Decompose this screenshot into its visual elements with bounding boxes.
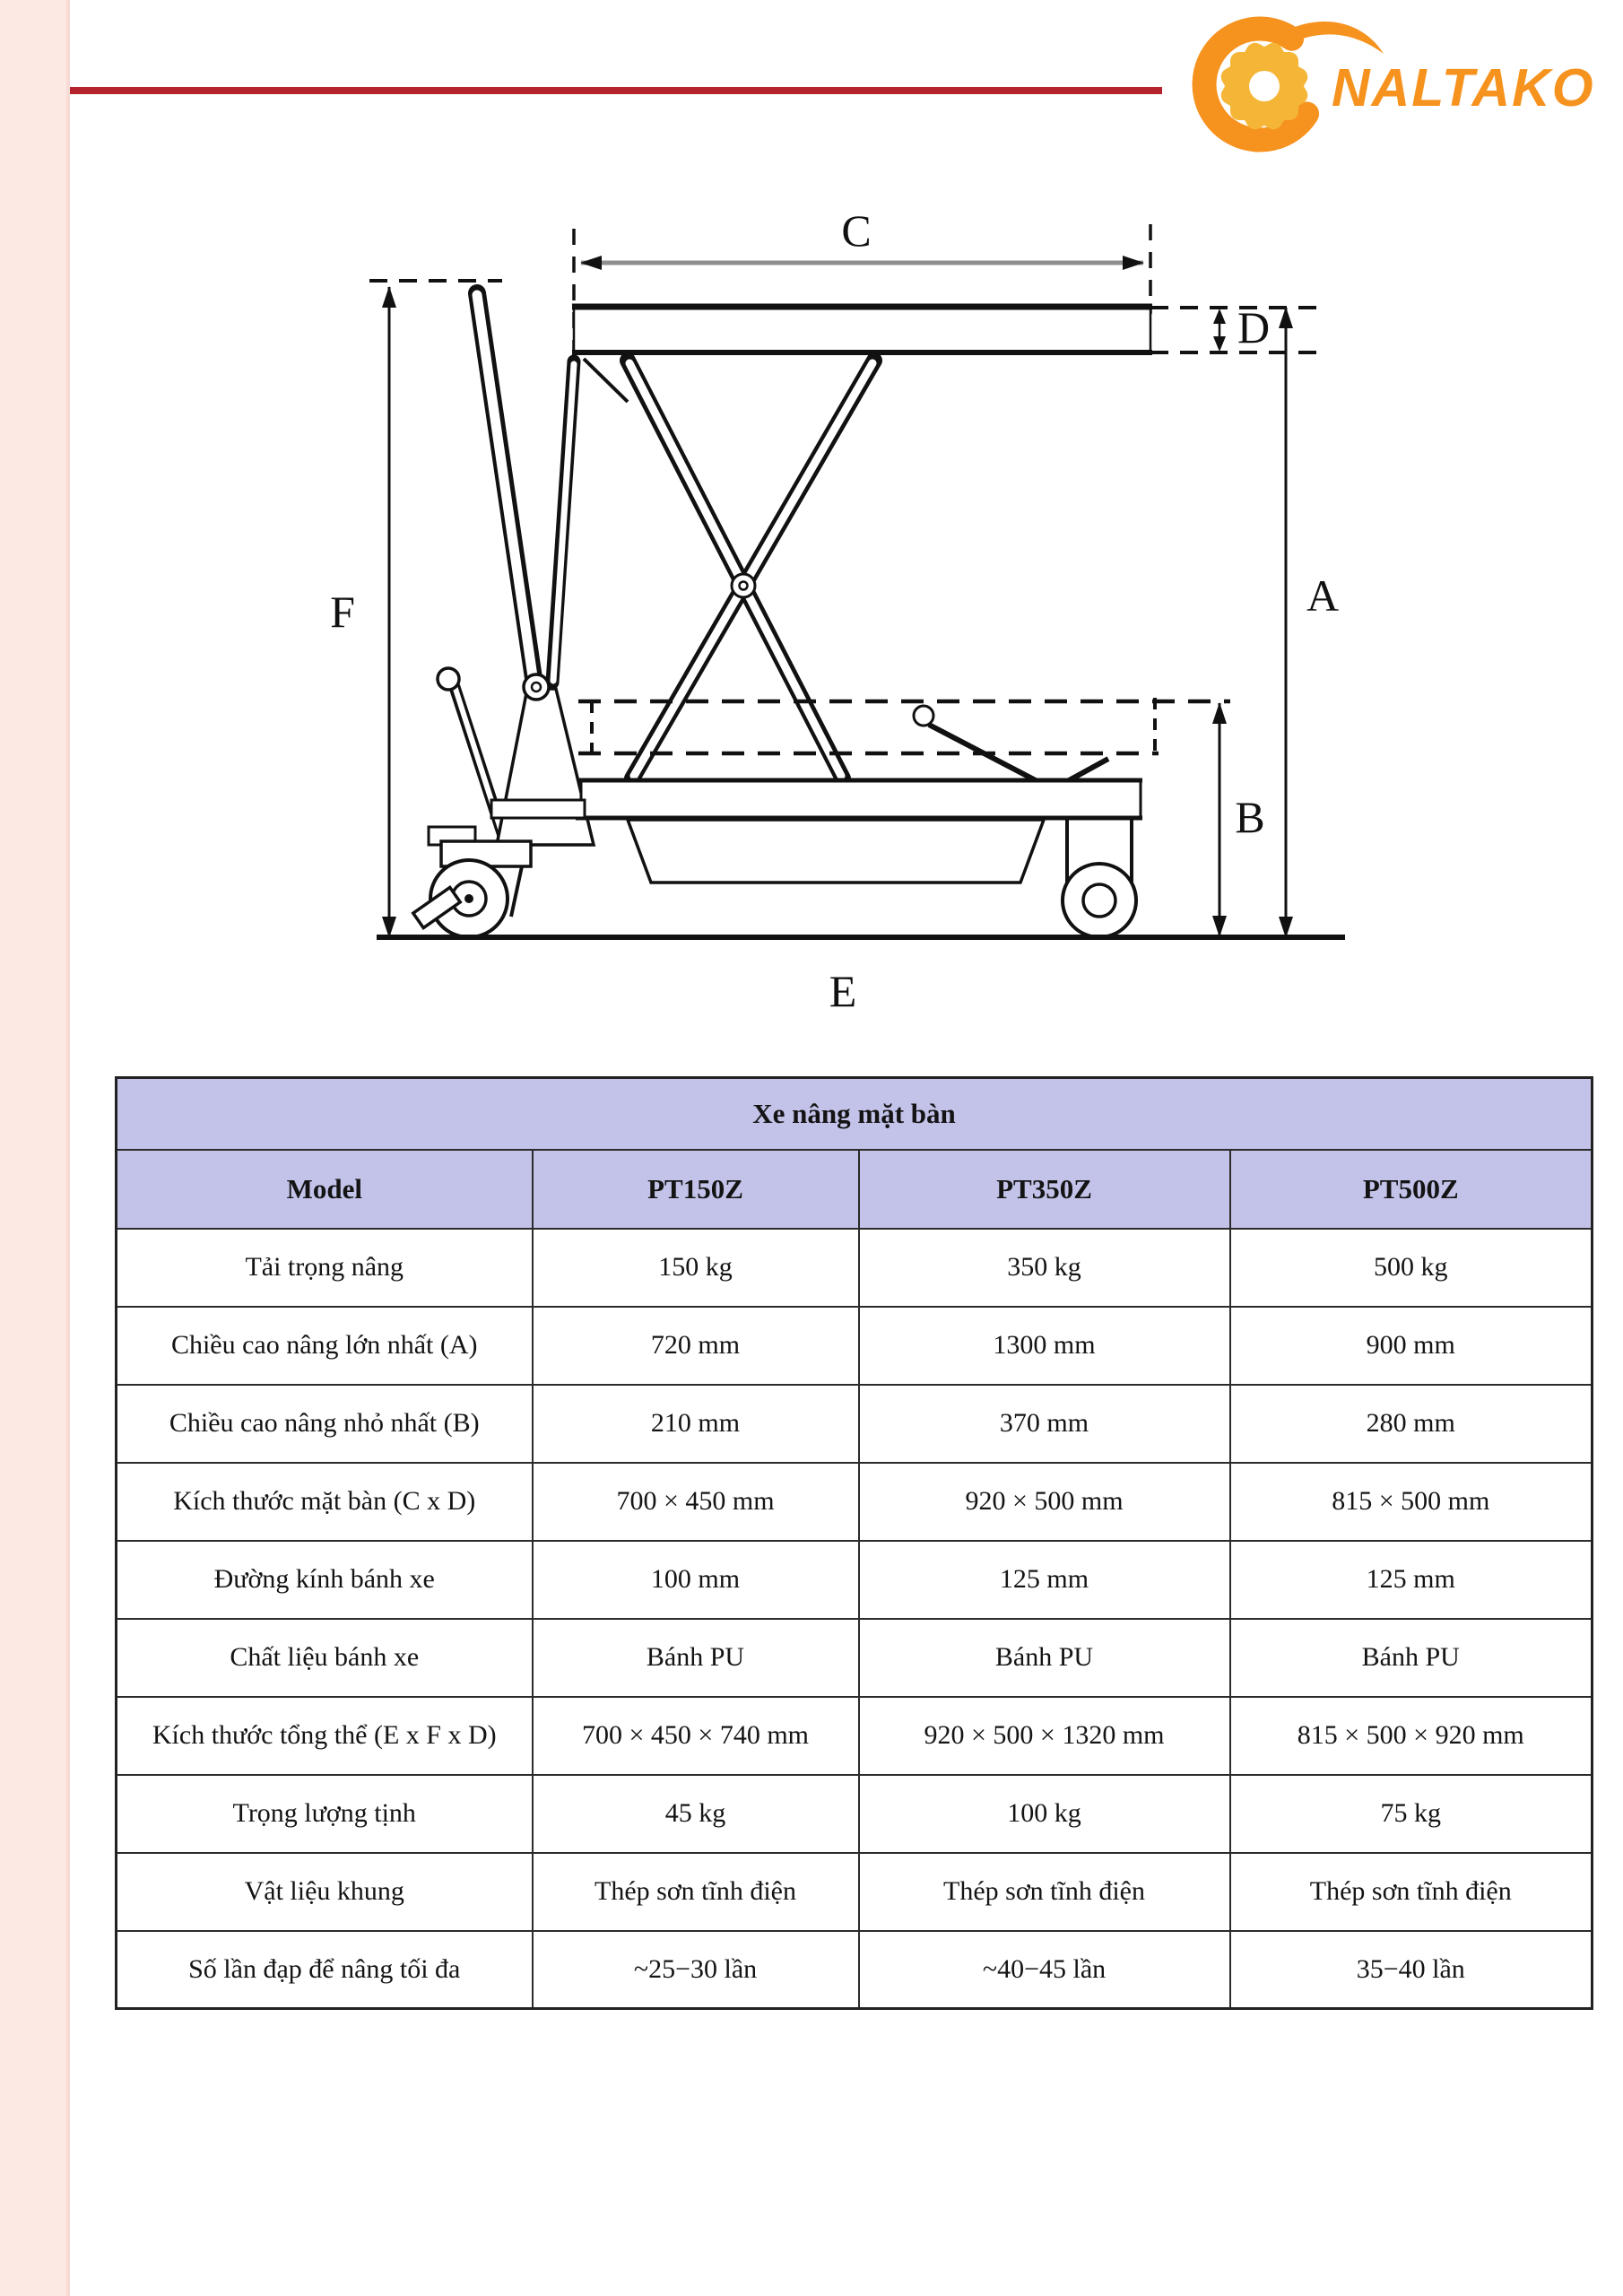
table-row — [117, 1931, 1593, 2009]
spec-cell: 210 mm — [533, 1385, 859, 1463]
table-row — [117, 1229, 1593, 1307]
table-row — [117, 1853, 1593, 1931]
header-pt500z: PT500Z — [1230, 1150, 1593, 1229]
dimension-label-f: F — [330, 587, 355, 637]
row-label: Đường kính bánh xe — [117, 1541, 533, 1619]
spec-cell: Thép sơn tĩnh điện — [859, 1853, 1230, 1931]
spec-cell: Bánh PU — [1230, 1619, 1593, 1697]
spec-cell: Bánh PU — [859, 1619, 1230, 1697]
spec-cell: 125 mm — [1230, 1541, 1593, 1619]
spec-cell: 150 kg — [533, 1229, 859, 1307]
row-label: Kích thước tổng thể (E x F x D) — [117, 1697, 533, 1775]
lever-pivot-pin — [532, 683, 541, 691]
table-row — [117, 1307, 1593, 1385]
spec-cell: 45 kg — [533, 1775, 859, 1853]
row-label: Số lần đạp để nâng tối đa — [117, 1931, 533, 2009]
row-label: Kích thước mặt bàn (C x D) — [117, 1463, 533, 1541]
spec-cell: 815 × 500 mm — [1230, 1463, 1593, 1541]
row-label: Vật liệu khung — [117, 1853, 533, 1931]
table-row — [117, 1775, 1593, 1853]
spec-cell: 920 × 500 × 1320 mm — [859, 1697, 1230, 1775]
red-divider-rule — [70, 87, 1162, 94]
spec-table — [115, 1076, 1593, 2010]
table-row — [117, 1619, 1593, 1697]
rear-wheel — [1063, 820, 1136, 937]
row-label: Trọng lượng tịnh — [117, 1775, 533, 1853]
spec-cell: Thép sơn tĩnh điện — [1230, 1853, 1593, 1931]
row-label: Chiều cao nâng nhỏ nhất (B) — [117, 1385, 533, 1463]
dimension-label-e: E — [829, 966, 857, 1016]
spec-cell: 100 mm — [533, 1541, 859, 1619]
table-title: Xe nâng mặt bàn — [117, 1078, 1593, 1150]
header-model: Model — [117, 1150, 533, 1229]
spec-cell: 370 mm — [859, 1385, 1230, 1463]
spec-cell: 815 × 500 × 920 mm — [1230, 1697, 1593, 1775]
spec-cell: 700 × 450 mm — [533, 1463, 859, 1541]
spec-cell: 35−40 lần — [1230, 1931, 1593, 2009]
spec-cell: 280 mm — [1230, 1385, 1593, 1463]
lift-table-diagram — [296, 206, 1372, 1067]
header-pt350z: PT350Z — [859, 1150, 1230, 1229]
caster-wheel — [413, 827, 531, 937]
dimension-label-b: B — [1235, 792, 1265, 842]
spec-cell: 720 mm — [533, 1307, 859, 1385]
header-pt150z: PT150Z — [533, 1150, 859, 1229]
dimension-label-a: A — [1306, 570, 1340, 621]
cylinder-brace — [914, 706, 1108, 789]
model-header-row — [117, 1150, 1593, 1229]
spec-cell: 75 kg — [1230, 1775, 1593, 1853]
row-label: Tải trọng nâng — [117, 1229, 533, 1307]
pump-handle — [477, 293, 534, 684]
spec-cell: 900 mm — [1230, 1307, 1593, 1385]
spec-cell: 100 kg — [859, 1775, 1230, 1853]
spec-cell: ~40−45 lần — [859, 1931, 1230, 2009]
scissor-legs — [628, 361, 874, 778]
lever-bracket — [497, 689, 594, 845]
spec-cell: 700 × 450 × 740 mm — [533, 1697, 859, 1775]
spec-cell: ~25−30 lần — [533, 1931, 859, 2009]
spec-cell: 350 kg — [859, 1229, 1230, 1307]
table-row — [117, 1463, 1593, 1541]
table-row — [117, 1385, 1593, 1463]
spec-cell: 920 × 500 mm — [859, 1463, 1230, 1541]
table-title-row — [117, 1078, 1593, 1150]
dimension-label-c: C — [841, 206, 872, 256]
row-label: Chiều cao nâng lớn nhất (A) — [117, 1307, 533, 1385]
scissor-pivot-pin — [740, 582, 748, 590]
spec-cell: 125 mm — [859, 1541, 1230, 1619]
spec-cell: 500 kg — [1230, 1229, 1593, 1307]
table-row — [117, 1541, 1593, 1619]
spec-cell: Thép sơn tĩnh điện — [533, 1853, 859, 1931]
logo-wordmark: NALTAKO — [1332, 58, 1595, 117]
spec-cell: Bánh PU — [533, 1619, 859, 1697]
pink-left-margin — [0, 0, 70, 2296]
lift-link-arm — [552, 361, 574, 683]
table-row — [117, 1697, 1593, 1775]
dimension-label-d: D — [1237, 302, 1271, 352]
spec-cell: 1300 mm — [859, 1307, 1230, 1385]
row-label: Chất liệu bánh xe — [117, 1619, 533, 1697]
naltako-logo — [1179, 5, 1623, 162]
